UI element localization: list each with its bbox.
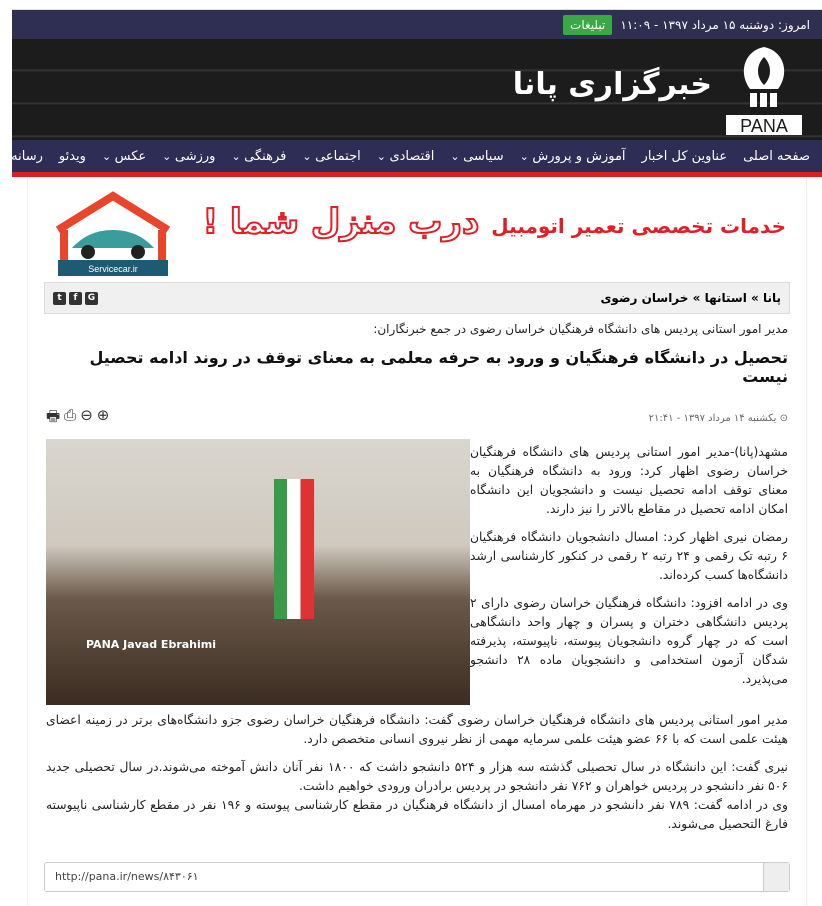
paragraph: مشهد(پانا)-مدیر امور استانی پردیس های دانشگاه فرهنگیان خراسان رضوی اظهار کرد: ورود به دانشگاه فرهنگیان به معنای توقف ادامه تحصیل نیست و دانشجویان این دانشگاه امکان ادامه تحصیل در مقاطع بالاتر را نیز دارند. (470, 445, 788, 516)
nav-all-news[interactable]: عناوین کل اخبار (641, 148, 728, 164)
pdf-icon[interactable]: ⎙ (64, 406, 77, 424)
breadcrumb-sep: » (751, 291, 759, 305)
breadcrumb-sep: » (692, 291, 701, 305)
site-header (12, 39, 822, 140)
breadcrumb-khorasan[interactable]: خراسان رضوی (600, 291, 689, 305)
breadcrumb-provinces[interactable]: استانها (704, 291, 747, 305)
nav-education[interactable]: آموزش و پرورش ⌄ (520, 149, 626, 164)
paragraph: نیری گفت: این دانشگاه در سال تحصیلی گذشته سه هزار و ۵۲۴ دانشجو داشت که ۱۸۰۰ نفر آنان دانش آموخته می‌شوند.در سال تحصیلی جدید ۵۰۶ نفر دانشجو در پردیس خواهران و ۷۶۲ نفر دانشجو در پردیس برادران ورودی خواهیم داشت. (46, 760, 788, 793)
paragraph: رمضان نیری اظهار کرد: امسال دانشجویان دانشگاه فرهنگیان ۶ رتبه تک رقمی و ۲۴ رتبه ۲ رقمی در کنکور کارشناسی ارشد دانشگاه‌ها کسب کرده‌اند. (470, 530, 788, 582)
nav-media[interactable]: رسانه‌ها (0, 148, 43, 164)
browser-strip (12, 0, 822, 10)
nav-politics[interactable]: سیاسی ⌄ (450, 149, 503, 164)
print-icon[interactable]: 🖶 (46, 407, 61, 425)
nav-culture[interactable]: فرهنگی ⌄ (231, 149, 286, 164)
zoom-out-icon[interactable]: ⊖ (80, 406, 93, 424)
paragraph: وی در ادامه گفت: ۷۸۹ نفر دانشجو در مهرماه امسال از دانشگاه فرهنگیان در مقطع کارشناسی پیوسته و ۱۹۶ نفر در مقطع کارشناسی ناپیوسته فارغ التحصیل می‌شوند. (46, 798, 788, 831)
nav-home[interactable]: صفحه اصلی (743, 148, 810, 164)
banner-text: خدمات تخصصی تعمیر اتومبیل درب منزل شما ! (202, 202, 786, 242)
article-lead: مدیر امور استانی پردیس های دانشگاه فرهنگیان خراسان رضوی در جمع خبرنگاران: (373, 322, 788, 336)
main-nav (0, 140, 822, 172)
facebook-icon[interactable]: f (69, 292, 82, 305)
paragraph: مدیر امور استانی پردیس های دانشگاه فرهنگیان خراسان رضوی گفت: دانشگاه فرهنگیان خراسان رضوی جزو دانشگاه‌های برتر در زمینه اعضای هیئت علمی است که با ۶۶ عضو هیئت علمی سرمایه مهمی از نظر نیروی انسانی متخصص دارد. (46, 713, 788, 746)
nav-divider (12, 172, 822, 177)
copy-button[interactable] (763, 863, 789, 891)
nav-sports[interactable]: ورزشی ⌄ (162, 149, 215, 164)
paragraph: وی در ادامه افزود: دانشگاه فرهنگیان خراسان رضوی دارای ۲ پردیس دانشگاهی دختران و پسران و چهار واحد دانشگاهی است که در چهار گروه دانشجویان پیوسته، ناپیوسته، پذیرفته شدگان آزمون استخدامی و دانشجویان ماده ۲۸ دانشجو می‌پذیرد. (470, 596, 789, 686)
main-content (27, 178, 807, 906)
article-title: تحصیل در دانشگاه فرهنگیان و ورود به حرفه معلمی به معنای توقف در روند ادامه تحصیل نیست (89, 348, 788, 386)
photo-watermark: PANA Javad Ebrahimi (86, 638, 216, 651)
google-plus-icon[interactable]: G (85, 292, 98, 305)
twitter-icon[interactable]: t (53, 292, 66, 305)
short-url-text[interactable]: http://pana.ir/news/۸۴۳۰۶۱ (55, 870, 199, 883)
nav-photo[interactable]: عکس ⌄ (102, 149, 146, 164)
brand-title: خبرگزاری پانا (512, 67, 712, 102)
nav-social[interactable]: اجتماعی ⌄ (302, 149, 360, 164)
breadcrumb (44, 282, 790, 314)
breadcrumb-home[interactable]: پانا (762, 291, 781, 305)
article-date: ⊙ یکشنبه ۱۴ مرداد ۱۳۹۷ - ۲۱:۴۱ (648, 413, 788, 424)
svg-text:PANA: PANA (740, 116, 788, 136)
flag (274, 479, 314, 619)
nav-video[interactable]: ویدئو (58, 148, 86, 164)
nav-economy[interactable]: اقتصادی ⌄ (377, 149, 435, 164)
article-photo (46, 439, 470, 705)
zoom-in-icon[interactable]: ⊕ (96, 406, 110, 424)
today-date: امروز: دوشنبه ۱۵ مرداد ۱۳۹۷ - ۱۱:۰۹ (620, 17, 810, 32)
short-url-field[interactable] (44, 862, 790, 892)
pana-logo[interactable] (724, 43, 804, 137)
ad-banner[interactable] (38, 182, 796, 282)
ads-button[interactable]: تبلیغات (563, 15, 612, 35)
article-body (46, 443, 788, 834)
top-bar (12, 10, 822, 39)
svg-text:Servicecar.ir: Servicecar.ir (88, 264, 138, 274)
car-service-logo (48, 190, 178, 278)
